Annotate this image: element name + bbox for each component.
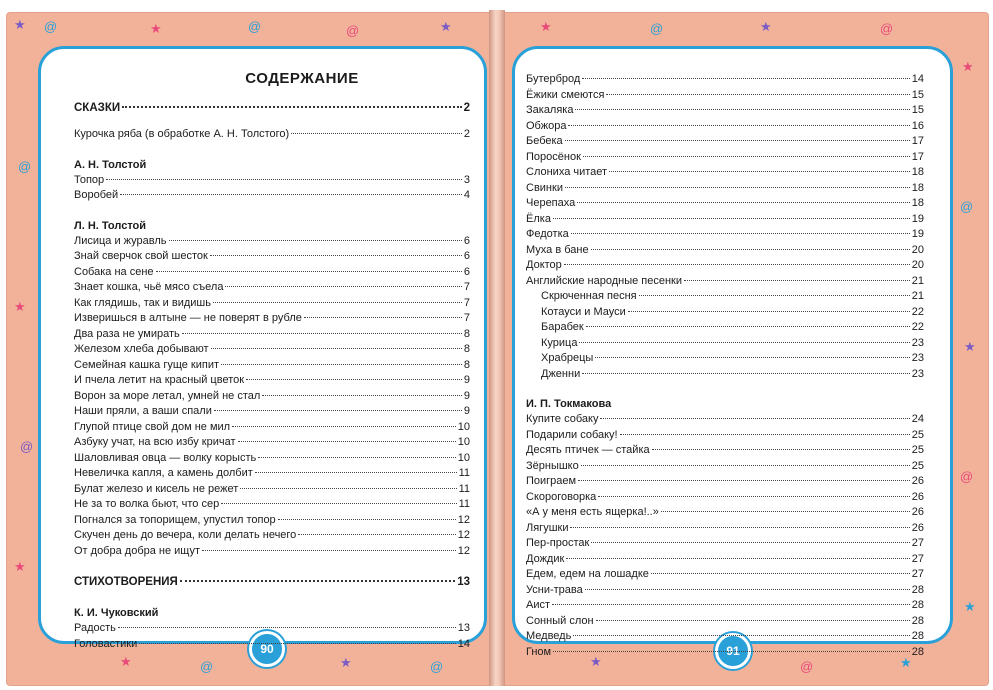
entry-title: Купите собаку (526, 413, 599, 425)
leader-dots (211, 348, 462, 349)
toc-entry[interactable] (74, 404, 470, 420)
entry-page: 17 (911, 150, 924, 163)
leader-dots (575, 109, 909, 110)
entry-page: 6 (463, 234, 470, 247)
leader-dots (213, 302, 462, 303)
leader-dots (221, 503, 456, 504)
entry-page: 25 (911, 459, 924, 472)
leader-dots (565, 187, 910, 188)
toc-entry[interactable] (526, 629, 924, 645)
entry-page: 18 (911, 197, 924, 209)
entry-title: Как глядишь, так и видишь (74, 296, 211, 309)
toc-entry[interactable] (74, 265, 470, 281)
entry-title: Бебека (526, 135, 563, 147)
star-icon: ★ (14, 17, 26, 32)
author-heading: К. И. Чуковский (74, 607, 159, 619)
entry-title: Курочка ряба (в обработке А. Н. Толстого) (74, 128, 290, 140)
leader-dots (583, 156, 910, 157)
entry-page: 6 (463, 250, 470, 262)
author-heading: А. Н. Толстой (74, 158, 147, 171)
entry-page: 25 (911, 428, 924, 441)
leader-dots (596, 620, 910, 621)
toc-entry[interactable] (526, 274, 924, 290)
toc-section-heading[interactable] (74, 573, 470, 591)
entry-page: 3 (463, 173, 470, 186)
leader-dots (118, 627, 456, 628)
leader-dots (552, 604, 910, 605)
toc-entry[interactable] (526, 443, 924, 459)
book-spine (489, 10, 505, 686)
leader-dots (202, 550, 456, 551)
leader-dots (304, 317, 462, 318)
entry-page: 23 (911, 367, 924, 380)
entry-title: От добра добра не ищут (74, 544, 201, 557)
entry-title: Гном (526, 645, 552, 658)
toc-entry[interactable] (74, 435, 470, 451)
author-entries (74, 621, 470, 652)
entry-title: Бутерброд (526, 73, 581, 85)
right-toc (526, 72, 924, 660)
entry-page: 20 (911, 243, 924, 256)
toc-entry[interactable] (526, 521, 924, 537)
leader-dots (568, 125, 909, 126)
swirl-icon: @ (960, 199, 974, 214)
entry-title: Десять птичек — стайка (526, 444, 650, 456)
entry-page: 24 (911, 413, 924, 425)
entry-title: Лягушки (526, 521, 569, 534)
toc-entry[interactable] (74, 127, 470, 143)
leader-dots (684, 280, 910, 281)
entry-title: Скрюченная песня (541, 290, 637, 302)
toc-entry[interactable] (526, 165, 924, 181)
entry-title: Котауси и Мауси (541, 305, 626, 318)
toc-entry[interactable] (526, 88, 924, 104)
entry-title: Погнался за топорищем, упустил топор (74, 513, 276, 526)
swirl-icon: @ (880, 21, 894, 36)
leader-dots (586, 326, 910, 327)
leader-dots (564, 264, 910, 265)
toc-entry[interactable] (526, 305, 924, 321)
entry-title: Поросёнок (526, 150, 581, 163)
toc-entry[interactable] (526, 196, 924, 212)
star-icon: ★ (150, 21, 162, 36)
star-icon: ★ (440, 19, 452, 34)
entry-page: 17 (911, 135, 924, 147)
entry-title: Федотка (526, 228, 569, 240)
toc-entry[interactable] (526, 258, 924, 274)
entry-title: Лисица и журавль (74, 234, 167, 247)
entry-page: 11 (458, 482, 470, 495)
entry-title: Два раза не умирать (74, 327, 180, 340)
entry-page: 22 (911, 305, 924, 318)
star-icon: ★ (962, 59, 974, 74)
author-entries (526, 72, 924, 289)
leader-dots (598, 496, 910, 497)
leader-dots (585, 589, 910, 590)
toc-entry[interactable] (526, 119, 924, 135)
entry-title: Топор (74, 173, 105, 186)
entry-title: Храбрецы (541, 352, 594, 364)
entry-title: Невеличка капля, а камень долбит (74, 467, 253, 479)
toc-entry[interactable] (74, 420, 470, 436)
toc-entry[interactable] (526, 490, 924, 506)
leader-dots (232, 426, 456, 427)
entry-page: 13 (457, 622, 470, 634)
entry-page: 7 (463, 281, 470, 293)
entry-title: Скороговорка (526, 490, 597, 503)
entry-title: Барабек (541, 321, 584, 333)
entry-page: 10 (457, 420, 470, 433)
author-entries (74, 173, 470, 204)
leader-dots (180, 580, 455, 582)
toc-entry[interactable] (74, 342, 470, 358)
star-icon: ★ (540, 19, 552, 34)
star-icon: ★ (590, 654, 602, 669)
section-page: 2 (463, 102, 470, 114)
leader-dots (578, 480, 910, 481)
entry-page: 15 (911, 88, 924, 101)
toc-entry[interactable] (74, 451, 470, 467)
entry-page: 20 (911, 259, 924, 271)
entry-page: 21 (911, 290, 924, 302)
toc-entry[interactable] (74, 373, 470, 389)
entry-title: Головастики (74, 637, 138, 650)
swirl-icon: @ (200, 659, 214, 674)
entry-page: 26 (911, 521, 924, 534)
toc-entry[interactable] (526, 645, 924, 661)
toc-entry[interactable] (74, 513, 470, 529)
entry-page: 28 (911, 614, 924, 627)
entry-title: Железом хлеба добывают (74, 343, 209, 355)
entry-page: 26 (911, 475, 924, 487)
swirl-icon: @ (800, 659, 814, 674)
entry-page: 4 (463, 189, 470, 201)
swirl-icon: @ (960, 469, 974, 484)
leader-dots (139, 643, 456, 644)
entry-page: 8 (463, 358, 470, 371)
swirl-icon: @ (430, 659, 444, 674)
entry-page: 27 (911, 568, 924, 580)
toc-entry[interactable] (74, 482, 470, 498)
leader-dots (566, 558, 909, 559)
toc-entry[interactable] (526, 412, 924, 428)
toc-entry[interactable] (526, 181, 924, 197)
entry-page: 9 (463, 374, 470, 386)
leader-dots (579, 342, 909, 343)
toc-entry[interactable] (526, 212, 924, 228)
entry-page: 28 (911, 599, 924, 611)
leader-dots (582, 78, 909, 79)
entry-title: Знает кошка, чьё мясо съела (74, 281, 224, 293)
entry-title: Дженни (541, 367, 581, 380)
leader-dots (291, 133, 462, 134)
toc-entry[interactable] (74, 637, 470, 653)
leader-dots (214, 410, 462, 411)
leader-dots (225, 286, 461, 287)
toc-entry[interactable] (526, 336, 924, 352)
entry-page: 16 (911, 119, 924, 132)
entry-page: 9 (463, 389, 470, 402)
entry-page: 23 (911, 352, 924, 364)
swirl-icon: @ (346, 23, 360, 38)
entry-page: 12 (457, 529, 470, 541)
toc-entry[interactable] (74, 234, 470, 250)
star-icon: ★ (14, 299, 26, 314)
toc-entry[interactable] (526, 567, 924, 583)
section-page: 13 (457, 576, 470, 588)
author-entries (74, 234, 470, 560)
star-icon: ★ (340, 655, 352, 670)
entry-page: 23 (911, 336, 924, 349)
author-entries (526, 412, 924, 660)
entry-title: Медведь (526, 630, 572, 642)
entry-page: 2 (463, 128, 470, 140)
toc-entry[interactable] (74, 173, 470, 189)
author-heading: И. П. Токмакова (526, 398, 612, 410)
toc-entry[interactable] (526, 134, 924, 150)
toc-entry[interactable] (74, 544, 470, 560)
leader-dots (565, 140, 910, 141)
entry-title: Зёрнышко (526, 459, 579, 472)
entry-title: Слониха читает (526, 166, 608, 178)
leader-dots (582, 373, 910, 374)
entry-page: 22 (911, 321, 924, 333)
entry-title: Курица (541, 336, 578, 349)
entry-title: Воробей (74, 189, 119, 201)
toc-entry[interactable] (526, 474, 924, 490)
entry-title: Ёжики смеются (526, 88, 605, 101)
leader-dots (298, 534, 455, 535)
entry-title: Семейная кашка гуще кипит (74, 358, 220, 371)
entry-title: Доктор (526, 259, 562, 271)
toc-entry[interactable] (526, 505, 924, 521)
swirl-icon: @ (18, 159, 32, 174)
entry-page: 7 (463, 312, 470, 324)
entry-title: Ёлка (526, 212, 551, 225)
toc-entry[interactable] (74, 249, 470, 265)
entry-title: Поиграем (526, 475, 577, 487)
entry-page: 6 (463, 265, 470, 278)
leader-dots (577, 202, 909, 203)
entry-page: 25 (911, 444, 924, 456)
left-toc (74, 70, 470, 652)
toc-entry[interactable] (526, 72, 924, 88)
author-heading: Л. Н. Толстой (74, 219, 147, 232)
star-icon: ★ (964, 339, 976, 354)
entry-page: 7 (463, 296, 470, 309)
entry-title: Ворон за море летал, умней не стал (74, 389, 261, 402)
toc-entry[interactable] (526, 289, 924, 305)
entry-title: Булат железо и кисель не режет (74, 482, 239, 495)
swirl-icon: @ (248, 19, 262, 34)
toc-entry[interactable] (526, 536, 924, 552)
leader-dots (255, 472, 457, 473)
entry-page: 28 (911, 645, 924, 658)
swirl-icon: @ (20, 439, 34, 454)
toc-entry[interactable] (74, 188, 470, 204)
swirl-icon: @ (44, 19, 58, 34)
leader-dots (639, 295, 910, 296)
leader-dots (122, 106, 461, 108)
entry-page: 14 (911, 73, 924, 85)
entry-page: 26 (911, 506, 924, 518)
leader-dots (581, 465, 910, 466)
star-icon: ★ (14, 559, 26, 574)
entry-title: Английские народные песенки (526, 274, 683, 287)
entry-page: 10 (457, 451, 470, 464)
leader-dots (246, 379, 462, 380)
entry-page: 27 (911, 537, 924, 549)
leader-dots (278, 519, 456, 520)
entry-title: Шаловливая овца — волку корысть (74, 451, 257, 464)
toc-entry[interactable] (74, 497, 470, 513)
entry-page: 14 (457, 637, 470, 650)
leader-dots (591, 249, 910, 250)
entry-page: 12 (457, 513, 470, 526)
leader-dots (553, 651, 910, 652)
entry-title: Усни-трава (526, 583, 583, 596)
leader-dots (240, 488, 456, 489)
leader-dots (573, 635, 909, 636)
entry-page: 28 (911, 583, 924, 596)
toc-entry[interactable] (526, 351, 924, 367)
entry-page: 12 (457, 544, 470, 557)
toc-entry[interactable] (526, 227, 924, 243)
toc-entry[interactable] (526, 552, 924, 568)
entry-page: 19 (911, 212, 924, 225)
toc-entry[interactable] (526, 243, 924, 259)
entry-title: Муха в бане (526, 243, 589, 256)
toc-entry[interactable] (74, 358, 470, 374)
leader-dots (571, 233, 910, 234)
leader-dots (628, 311, 910, 312)
entry-title: Скучен день до вечера, коли делать нечего (74, 529, 297, 541)
entry-title: Черепаха (526, 197, 576, 209)
entry-page: 10 (457, 436, 470, 448)
entry-page: 27 (911, 552, 924, 565)
leader-dots (182, 333, 462, 334)
page-number-right: 91 (715, 633, 751, 669)
entry-page: 19 (911, 228, 924, 240)
swirl-icon: @ (650, 21, 664, 36)
leader-dots (620, 434, 910, 435)
entry-title: Пер-простак (526, 537, 590, 549)
entry-title: Собака на сене (74, 265, 154, 278)
entry-title: Глупой птице свой дом не мил (74, 420, 231, 433)
toc-entry[interactable] (526, 320, 924, 336)
entry-page: 11 (458, 498, 470, 510)
toc-entry[interactable] (74, 311, 470, 327)
star-icon: ★ (964, 599, 976, 614)
leader-dots (661, 511, 910, 512)
leader-dots (120, 194, 462, 195)
toc-entry[interactable] (526, 459, 924, 475)
entry-page: 21 (911, 274, 924, 287)
page-title: СОДЕРЖАНИЕ (245, 70, 359, 87)
leader-dots (258, 457, 456, 458)
toc-entry[interactable] (74, 528, 470, 544)
entry-page: 28 (911, 630, 924, 642)
leader-dots (553, 218, 910, 219)
section-title: СКАЗКИ (74, 102, 121, 114)
toc-entry[interactable] (526, 583, 924, 599)
leader-dots (652, 449, 910, 450)
toc-section-heading[interactable] (74, 99, 470, 117)
toc-entry[interactable] (74, 280, 470, 296)
entry-page: 8 (463, 343, 470, 355)
toc-entry[interactable] (526, 614, 924, 630)
entry-title: Наши пряли, а ваши спали (74, 405, 212, 417)
star-icon: ★ (900, 655, 912, 670)
entry-title: Радость (74, 622, 116, 634)
toc-entry[interactable] (526, 367, 924, 383)
songs-entries (526, 289, 924, 382)
entry-page: 18 (911, 166, 924, 178)
leader-dots (106, 179, 462, 180)
entry-title: Подарили собаку! (526, 428, 618, 441)
toc-entry[interactable] (74, 466, 470, 482)
entry-title: Аист (526, 599, 551, 611)
toc-entry[interactable] (74, 327, 470, 343)
entry-title: Едем, едем на лошадке (526, 568, 649, 580)
entry-page: 18 (911, 181, 924, 194)
entry-title: Закаляка (526, 104, 574, 116)
entry-title: Обжора (526, 119, 567, 132)
toc-entry[interactable] (526, 428, 924, 444)
entry-page: 15 (911, 104, 924, 116)
leader-dots (600, 418, 909, 419)
entry-title: Дождик (526, 552, 565, 565)
entry-page: 11 (458, 467, 470, 479)
page-number-left: 90 (249, 631, 285, 667)
leader-dots (595, 357, 909, 358)
toc-entry[interactable] (74, 296, 470, 312)
entry-page: 26 (911, 490, 924, 503)
leader-dots (609, 171, 910, 172)
leader-dots (169, 240, 462, 241)
leader-dots (238, 441, 456, 442)
toc-entry[interactable] (74, 621, 470, 637)
leader-dots (210, 255, 462, 256)
toc-entry[interactable] (74, 389, 470, 405)
leader-dots (651, 573, 910, 574)
entry-title: Азбуку учат, на всю избу кричат (74, 436, 236, 448)
entry-title: «А у меня есть ящерка!..» (526, 506, 659, 518)
entry-title: И пчела летит на красный цветок (74, 374, 245, 386)
leader-dots (221, 364, 462, 365)
toc-entry[interactable] (526, 598, 924, 614)
entry-title: Не за то волка бьют, что сер (74, 498, 220, 510)
leader-dots (262, 395, 462, 396)
star-icon: ★ (760, 19, 772, 34)
toc-entry[interactable] (526, 150, 924, 166)
entry-title: Изверишься в алтыне — не поверят в рубле (74, 312, 302, 324)
leader-dots (606, 94, 909, 95)
star-icon: ★ (120, 654, 132, 669)
toc-entry[interactable] (526, 103, 924, 119)
entry-title: Знай сверчок свой шесток (74, 250, 208, 262)
entry-title: Свинки (526, 181, 563, 194)
entry-page: 8 (463, 327, 470, 340)
entry-title: Сонный слон (526, 614, 594, 627)
leader-dots (156, 271, 462, 272)
entry-page: 9 (463, 405, 470, 417)
section-title: СТИХОТВОРЕНИЯ (74, 576, 178, 588)
leader-dots (570, 527, 909, 528)
leader-dots (591, 542, 909, 543)
